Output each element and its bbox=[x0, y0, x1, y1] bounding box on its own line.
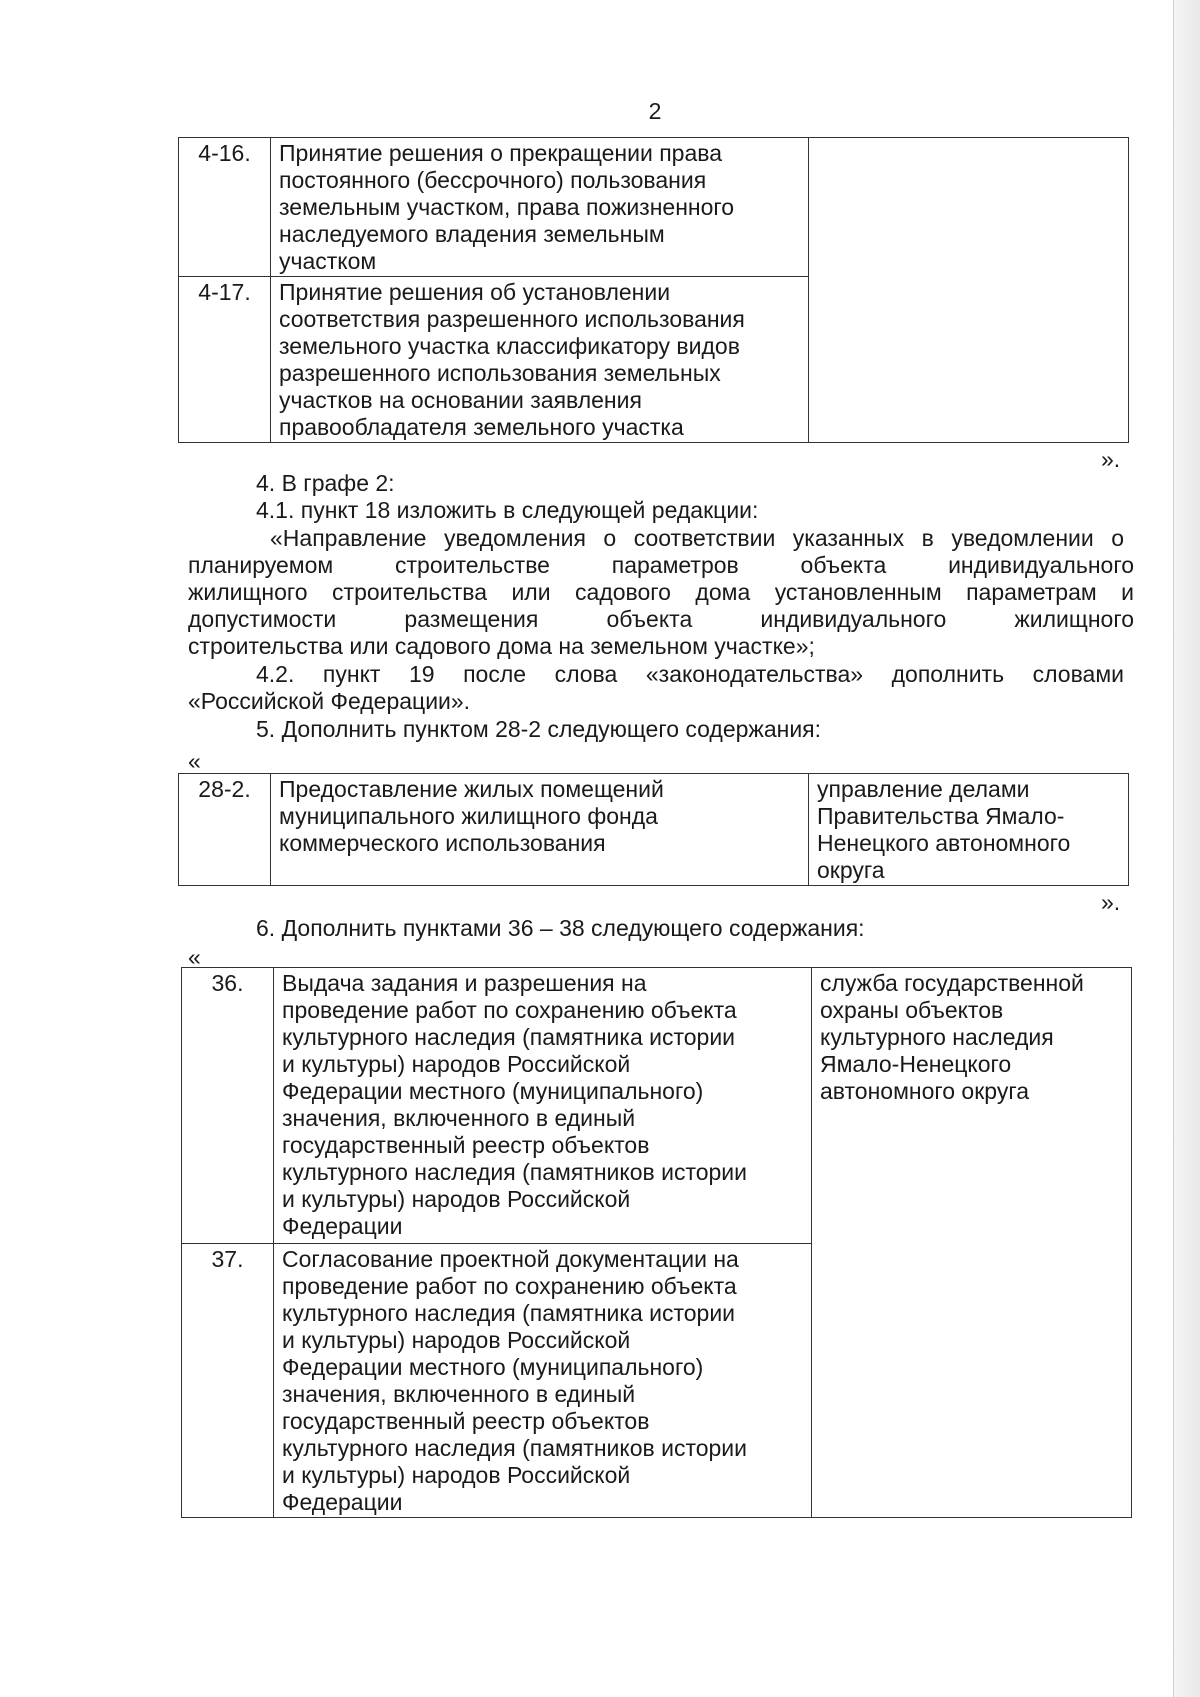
item2-line: «Российской Федерации». bbox=[188, 688, 471, 714]
table-items-36-38 bbox=[181, 967, 1132, 1518]
text-line: Принятие решения о прекращении права bbox=[279, 140, 723, 166]
row-number: 37. bbox=[182, 1244, 274, 1518]
table-row bbox=[182, 968, 1132, 1244]
org-cell bbox=[809, 774, 1129, 886]
section5-heading: 5. Дополнить пунктом 28-2 следующего содержания: bbox=[256, 716, 822, 742]
text-line: коммерческого использования bbox=[279, 830, 606, 856]
text-line: культурного наследия (памятников истории bbox=[282, 1435, 747, 1461]
text-line: Федерации местного (муниципального) bbox=[282, 1354, 704, 1380]
text-line: проведение работ по сохранению объекта bbox=[282, 1273, 737, 1299]
table-item-28-2 bbox=[178, 773, 1129, 886]
quote-line: жилищного строительства или садового дома установленным параметрам и bbox=[188, 579, 1134, 605]
text-line: Согласование проектной документации на bbox=[282, 1246, 739, 1272]
org-line: служба государственной bbox=[820, 970, 1084, 996]
org-line: охраны объектов bbox=[820, 997, 1004, 1023]
row-text bbox=[271, 138, 809, 277]
text-line: Принятие решения об установлении bbox=[279, 279, 671, 305]
row-text bbox=[274, 968, 812, 1244]
text-line: земельного участка классификатору видов bbox=[279, 333, 740, 359]
text-line: и культуры) народов Российской bbox=[282, 1051, 631, 1077]
org-line: Ненецкого автономного bbox=[817, 830, 1071, 856]
text-line: культурного наследия (памятников истории bbox=[282, 1159, 747, 1185]
text-line: и культуры) народов Российской bbox=[282, 1327, 631, 1353]
text-line: постоянного (бессрочного) пользования bbox=[279, 167, 707, 193]
text-line: соответствия разрешенного использования bbox=[279, 306, 745, 332]
text-line: наследуемого владения земельным bbox=[279, 221, 665, 247]
org-line: культурного наследия bbox=[820, 1024, 1054, 1050]
org-line: округа bbox=[817, 857, 885, 883]
text-line: земельным участком, права пожизненного bbox=[279, 194, 735, 220]
text-line: правообладателя земельного участка bbox=[279, 414, 684, 440]
text-line: значения, включенного в единый bbox=[282, 1381, 636, 1407]
org-cell-empty bbox=[809, 138, 1129, 443]
text-line: Федерации bbox=[282, 1489, 403, 1515]
open-quote: « bbox=[188, 748, 201, 774]
close-quote: ». bbox=[1101, 446, 1121, 472]
text-line: участком bbox=[279, 248, 377, 274]
text-line: государственный реестр объектов bbox=[282, 1408, 650, 1434]
section6-heading: 6. Дополнить пунктами 36 – 38 следующего содержания: bbox=[256, 915, 865, 941]
page-edge bbox=[1173, 0, 1200, 1697]
row-text bbox=[274, 1244, 812, 1518]
section4-heading: 4. В графе 2: bbox=[256, 470, 395, 496]
table-row bbox=[179, 774, 1129, 886]
org-cell bbox=[812, 968, 1132, 1518]
org-line: Ямало-Ненецкого bbox=[820, 1051, 1012, 1077]
text-line: разрешенного использования земельных bbox=[279, 360, 721, 386]
text-line: культурного наследия (памятника истории bbox=[282, 1300, 736, 1326]
section4-item1: 4.1. пункт 18 изложить в следующей редакции: bbox=[256, 497, 759, 523]
row-number: 28-2. bbox=[179, 774, 271, 886]
text-line: и культуры) народов Российской bbox=[282, 1462, 631, 1488]
text-line: муниципального жилищного фонда bbox=[279, 803, 658, 829]
open-quote: « bbox=[188, 944, 201, 970]
org-line: управление делами bbox=[817, 776, 1030, 802]
quote-line: строительства или садового дома на земельном участке»; bbox=[188, 633, 815, 659]
text-line: Выдача задания и разрешения на bbox=[282, 970, 647, 996]
row-number: 4-16. bbox=[179, 138, 271, 277]
org-line: Правительства Ямало- bbox=[817, 803, 1065, 829]
text-line: и культуры) народов Российской bbox=[282, 1186, 631, 1212]
row-number: 36. bbox=[182, 968, 274, 1244]
row-number: 4-17. bbox=[179, 277, 271, 443]
text-line: Федерации bbox=[282, 1213, 403, 1239]
text-line: государственный реестр объектов bbox=[282, 1132, 650, 1158]
table-continuation bbox=[178, 137, 1129, 443]
quote-line: планируемом строительстве параметров объекта индивидуального bbox=[188, 552, 1134, 578]
quote-line: «Направление уведомления о соответствии указанных в уведомлении о bbox=[270, 525, 1124, 551]
text-line: культурного наследия (памятника истории bbox=[282, 1024, 736, 1050]
text-line: Федерации местного (муниципального) bbox=[282, 1078, 704, 1104]
text-line: Предоставление жилых помещений bbox=[279, 776, 664, 802]
page-number: 2 bbox=[648, 98, 662, 124]
org-line: автономного округа bbox=[820, 1078, 1029, 1104]
text-line: значения, включенного в единый bbox=[282, 1105, 636, 1131]
table-row bbox=[179, 138, 1129, 277]
quote-line: допустимости размещения объекта индивидуального жилищного bbox=[188, 606, 1134, 632]
text-line: участков на основании заявления bbox=[279, 387, 642, 413]
row-text bbox=[271, 774, 809, 886]
close-quote: ». bbox=[1101, 889, 1121, 915]
item2-line: 4.2. пункт 19 после слова «законодательства» дополнить словами bbox=[256, 661, 1124, 687]
row-text bbox=[271, 277, 809, 443]
text-line: проведение работ по сохранению объекта bbox=[282, 997, 737, 1023]
